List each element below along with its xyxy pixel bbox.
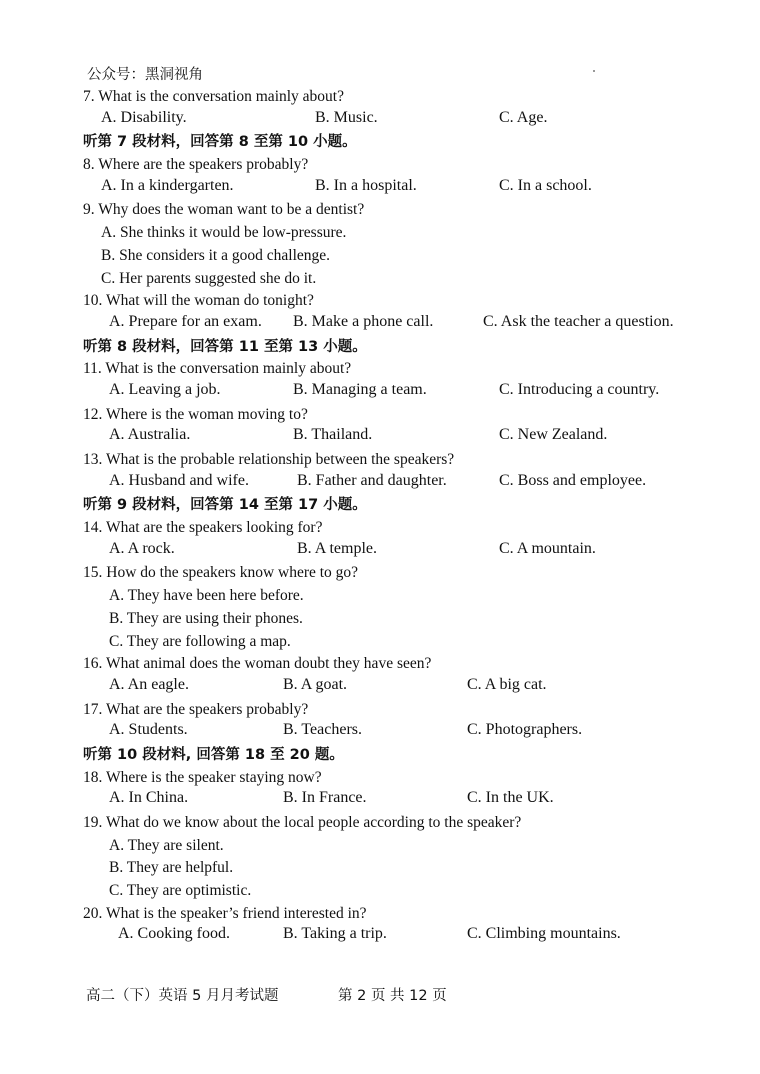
speck [593, 70, 595, 72]
question-10-options [83, 313, 723, 336]
questions-area [83, 86, 723, 948]
question-17-options [83, 721, 723, 744]
question-11: 11. What is the conversation mainly about? [83, 360, 352, 378]
question-17: 17. What are the speakers probably? [83, 700, 309, 718]
option-c: C. Her parents suggested she do it. [101, 269, 317, 287]
option-b: B. Music. [315, 108, 378, 126]
question-18: 18. Where is the speaker staying now? [83, 768, 322, 786]
option-c: C. Boss and employee. [499, 471, 647, 489]
option-b: B. In France. [283, 789, 367, 807]
option-c: C. Age. [499, 108, 548, 126]
option-a: A. Disability. [101, 108, 187, 126]
option-a: A. They are silent. [109, 836, 224, 854]
option-b: B. In a hospital. [315, 176, 417, 194]
question-12-options [83, 426, 723, 449]
option-a: A. Students. [109, 721, 188, 739]
option-a: A. Husband and wife. [109, 471, 249, 489]
question-20: 20. What is the speaker’s friend interested in? [83, 904, 367, 922]
question-20-options [83, 925, 723, 948]
option-a: A. An eagle. [109, 675, 189, 693]
option-b: B. They are helpful. [109, 859, 234, 877]
question-10: 10. What will the woman do tonight? [83, 292, 314, 310]
option-b: B. She considers it a good challenge. [101, 246, 331, 264]
option-a: A. She thinks it would be low-pressure. [101, 224, 347, 242]
question-9: 9. Why does the woman want to be a dentist? [83, 201, 365, 219]
section-heading-9: 听第 9 段材料，回答第 14 至第 17 小题。 [83, 497, 367, 514]
question-16: 16. What animal does the woman doubt they have seen? [83, 655, 432, 673]
option-a: A. Prepare for an exam. [109, 312, 262, 330]
section-heading-8: 听第 8 段材料，回答第 11 至第 13 小题。 [83, 338, 367, 355]
option-a: A. They have been here before. [109, 587, 304, 605]
option-c: C. Ask the teacher a question. [483, 312, 674, 330]
question-13: 13. What is the probable relationship between the speakers? [83, 451, 455, 468]
option-b: B. Thailand. [293, 426, 373, 444]
question-11-options [83, 381, 723, 404]
option-a: A. In China. [109, 789, 189, 807]
option-c: C. Photographers. [467, 721, 583, 739]
question-14-options [83, 540, 723, 563]
header-note: 公众号：黑洞视角 [87, 67, 203, 83]
option-c: C. They are following a map. [109, 632, 291, 650]
option-b: B. A goat. [283, 675, 348, 693]
option-b: B. Taking a trip. [283, 925, 387, 943]
option-c: C. They are optimistic. [109, 882, 252, 900]
option-a: A. In a kindergarten. [101, 176, 234, 194]
option-c: C. In the UK. [467, 789, 554, 807]
option-c: C. Introducing a country. [499, 380, 660, 398]
section-heading-7: 听第 7 段材料，回答第 8 至第 10 小题。 [83, 134, 357, 151]
section-heading-10: 听第 10 段材料, 回答第 18 至 20 题。 [83, 746, 344, 763]
question-8: 8. Where are the speakers probably? [83, 156, 309, 174]
footer-exam-title: 高二（下）英语 5 月月考试题 [86, 988, 279, 1004]
question-16-options [83, 676, 723, 699]
question-15: 15. How do the speakers know where to go? [83, 564, 359, 582]
footer-page-number: 第 2 页 共 12 页 [338, 988, 447, 1004]
option-c: C. Climbing mountains. [467, 925, 621, 943]
option-a: A. A rock. [109, 539, 175, 557]
option-b: B. A temple. [297, 539, 377, 557]
question-14: 14. What are the speakers looking for? [83, 519, 323, 537]
question-7: 7. What is the conversation mainly about? [83, 88, 344, 105]
question-18-options [83, 789, 723, 812]
option-c: C. New Zealand. [499, 426, 608, 444]
question-7-options [83, 109, 723, 132]
question-12: 12. Where is the woman moving to? [83, 405, 308, 423]
option-b: B. They are using their phones. [109, 609, 303, 627]
option-b: B. Teachers. [283, 721, 362, 739]
question-8-options [83, 177, 723, 200]
option-b: B. Make a phone call. [293, 312, 434, 330]
option-b: B. Father and daughter. [297, 471, 447, 489]
question-13-options [83, 472, 723, 495]
option-a: A. Leaving a job. [109, 380, 221, 398]
option-b: B. Managing a team. [293, 380, 427, 398]
option-c: C. A big cat. [467, 675, 547, 693]
option-c: C. In a school. [499, 176, 592, 194]
option-a: A. Cooking food. [118, 925, 230, 943]
option-a: A. Australia. [109, 426, 191, 444]
question-19: 19. What do we know about the local people according to the speaker? [83, 814, 522, 831]
option-c: C. A mountain. [499, 539, 596, 557]
